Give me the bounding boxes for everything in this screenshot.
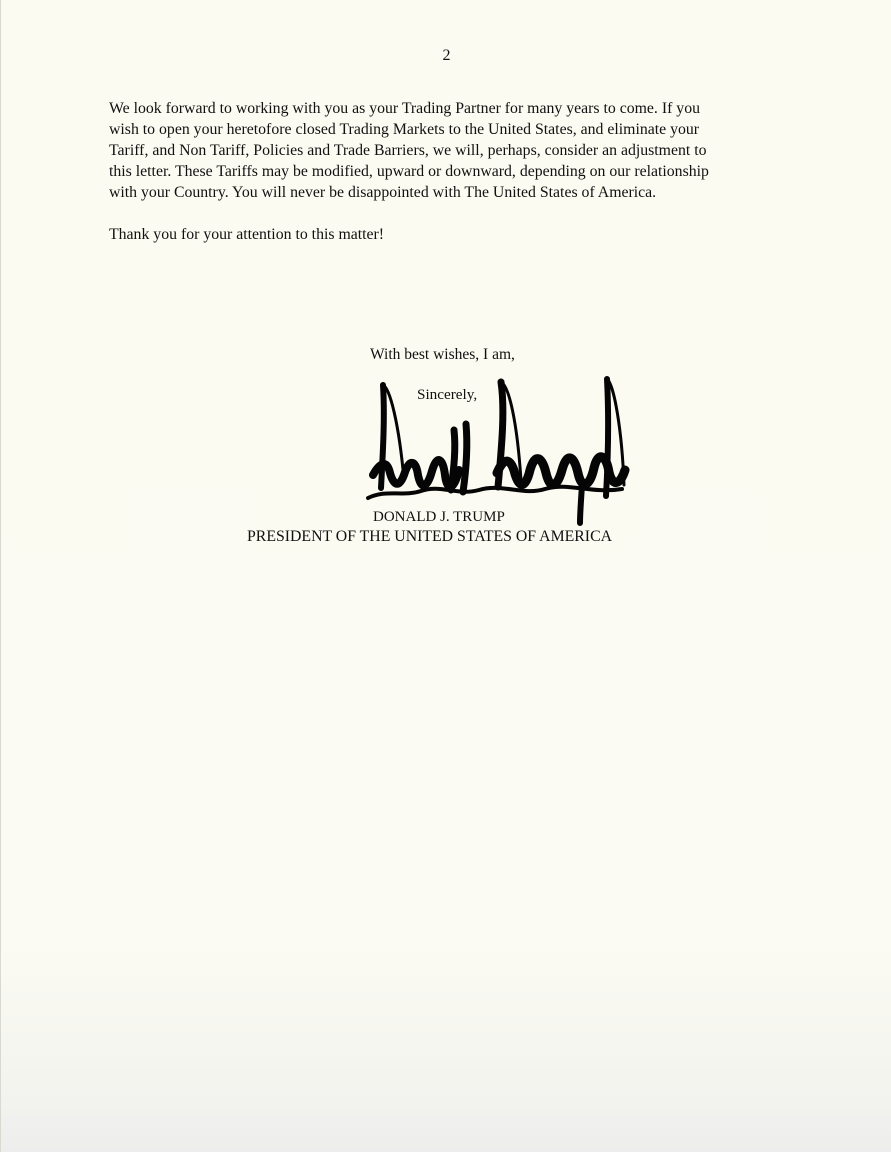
- sincerely-line: Sincerely,: [417, 386, 478, 403]
- paragraph-line: We look forward to working with you as your Trading Partner for many years to come. If you: [109, 100, 700, 117]
- paragraph-line: with your Country. You will never be disappointed with The United States of America.: [109, 184, 657, 201]
- body-paragraph-trading-partner: [109, 98, 799, 203]
- paragraph-line: Thank you for your attention to this matter!: [109, 226, 385, 243]
- paragraph-line: wish to open your heretofore closed Trading Markets to the United States, and eliminate your: [109, 121, 700, 138]
- paragraph-line: this letter. These Tariffs may be modified, upward or downward, depending on our relationship: [109, 163, 709, 180]
- body-paragraph-thanks: [109, 224, 799, 245]
- paragraph-line: Tariff, and Non Tariff, Policies and Trade Barriers, we will, perhaps, consider an adjustment to: [109, 142, 707, 159]
- page-number: 2: [442, 47, 451, 64]
- signatory-title: PRESIDENT OF THE UNITED STATES OF AMERICA: [247, 528, 613, 545]
- closing-line: With best wishes, I am,: [370, 346, 515, 363]
- signatory-name: DONALD J. TRUMP: [373, 509, 505, 525]
